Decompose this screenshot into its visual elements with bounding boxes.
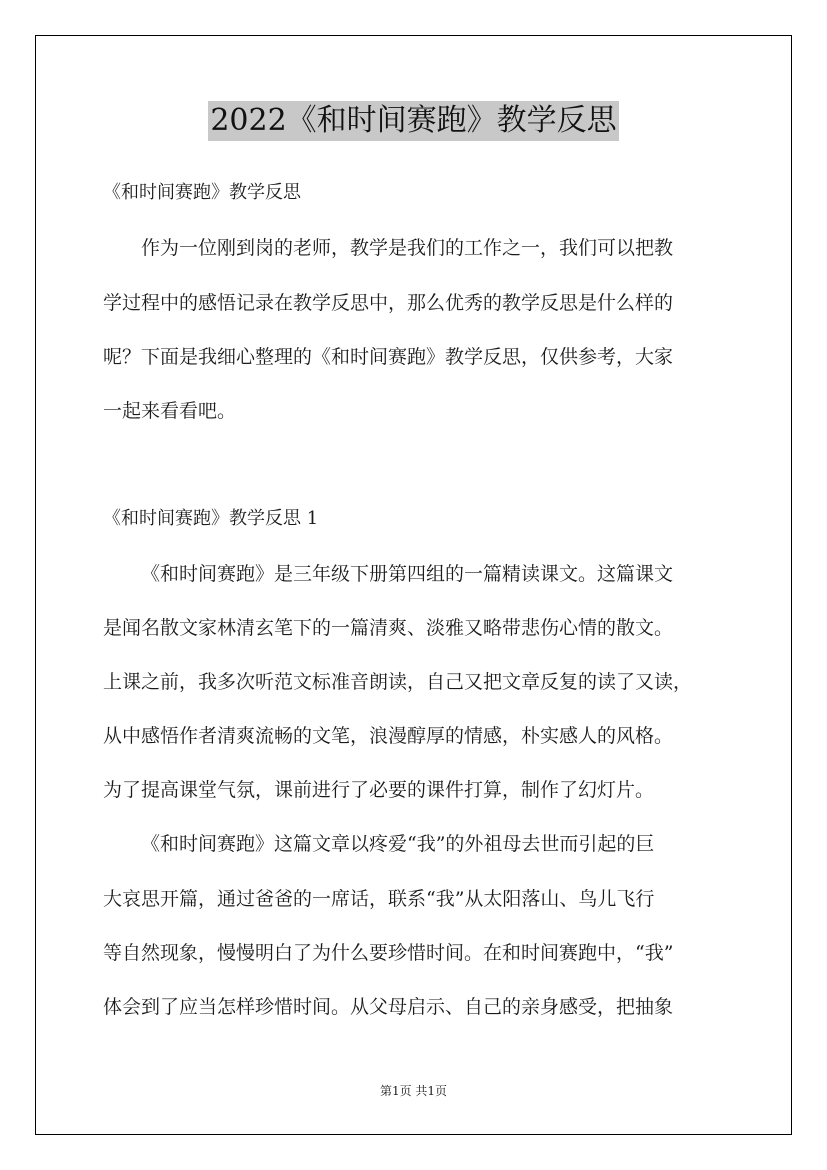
paragraph-line: 大哀思开篇，通过爸爸的一席话，联系“我”从太阳落山、鸟儿飞行 bbox=[103, 888, 655, 910]
paragraph-line: 《和时间赛跑》这篇文章以疼爱“我”的外祖母去世而引起的巨 bbox=[141, 833, 655, 855]
paragraph-line: 是闻名散文家林清玄笔下的一篇清爽、淡雅又略带悲伤心情的散文。 bbox=[103, 617, 674, 639]
paragraph-line: 体会到了应当怎样珍惜时间。从父母启示、自己的亲身感受，把抽象 bbox=[103, 996, 674, 1018]
paragraph-line: 《和时间赛跑》是三年级下册第四组的一篇精读课文。这篇课文 bbox=[141, 563, 674, 585]
section-heading: 《和时间赛跑》教学反思 1 bbox=[103, 508, 319, 529]
paragraph-line: 等自然现象，慢慢明白了为什么要珍惜时间。在和时间赛跑中，“我” bbox=[103, 942, 674, 964]
intro-line: 一起来看看吧。 bbox=[103, 400, 237, 422]
title-container bbox=[0, 101, 827, 141]
intro-line: 作为一位刚到岗的老师，教学是我们的工作之一，我们可以把教 bbox=[141, 237, 674, 259]
document-title: 2022《和时间赛跑》教学反思 bbox=[208, 101, 618, 141]
paragraph-line: 从中感悟作者清爽流畅的文笔，浪漫醇厚的情感，朴实感人的风格。 bbox=[103, 725, 674, 747]
document-subtitle: 《和时间赛跑》教学反思 bbox=[103, 182, 301, 203]
intro-line: 学过程中的感悟记录在教学反思中，那么优秀的教学反思是什么样的 bbox=[103, 292, 674, 314]
paragraph-line: 为了提高课堂气氛，课前进行了必要的课件打算，制作了幻灯片。 bbox=[103, 779, 655, 801]
paragraph-line: 上课之前，我多次听范文标准音朗读，自己又把文章反复的读了又读， bbox=[103, 671, 693, 693]
intro-line: 呢？下面是我细心整理的《和时间赛跑》教学反思，仅供参考，大家 bbox=[103, 346, 674, 368]
page-footer: 第1页 共1页 bbox=[379, 1084, 448, 1098]
